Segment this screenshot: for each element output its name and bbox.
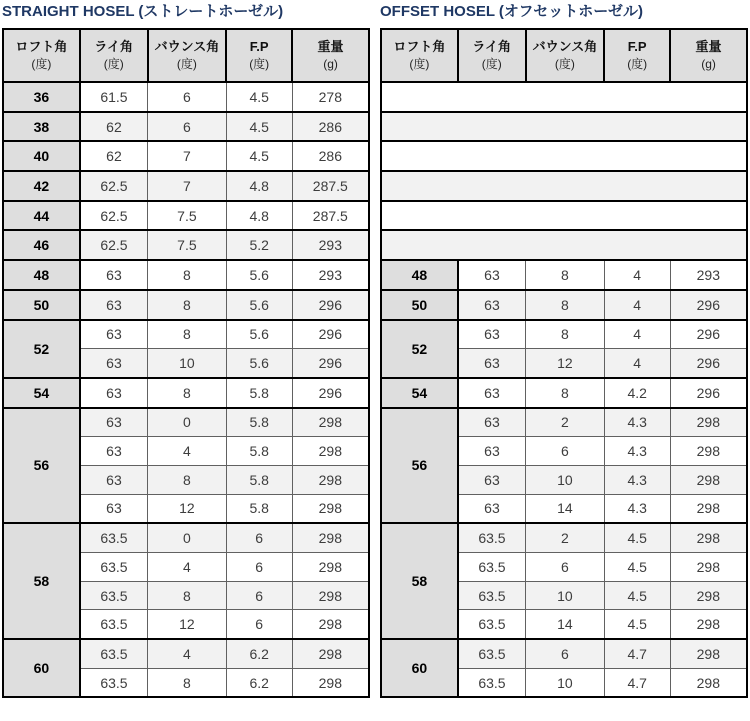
column-label: バウンス角 (154, 39, 220, 54)
data-cell: 6 (526, 639, 605, 668)
loft-cell: 54 (381, 378, 458, 408)
data-cell: 12 (148, 610, 227, 639)
data-cell: 63 (458, 349, 526, 378)
data-cell: 63 (80, 260, 148, 290)
data-cell: 62.5 (80, 230, 148, 260)
data-cell: 62.5 (80, 201, 148, 231)
empty-cell (381, 141, 747, 171)
data-cell: 63 (458, 408, 526, 437)
column-unit: (度) (627, 57, 648, 71)
table-row (3, 141, 369, 171)
loft-cell: 44 (3, 201, 80, 231)
data-cell: 63 (80, 465, 148, 494)
column-header (292, 29, 369, 82)
data-cell: 4.5 (226, 112, 292, 142)
data-cell: 14 (526, 610, 605, 639)
data-cell: 298 (670, 494, 747, 523)
loft-cell: 46 (3, 230, 80, 260)
table-row (3, 171, 369, 201)
data-cell: 63.5 (458, 523, 526, 552)
data-cell: 8 (148, 668, 227, 697)
table-row (381, 378, 747, 408)
column-label: ライ角 (472, 39, 512, 54)
straight-hosel-title: STRAIGHT HOSEL (ストレートホーゼル) (2, 3, 284, 20)
column-header (526, 29, 605, 82)
data-cell: 293 (292, 260, 369, 290)
data-cell: 293 (292, 230, 369, 260)
column-unit: (度) (103, 57, 124, 71)
data-cell: 6.2 (226, 668, 292, 697)
data-cell: 298 (292, 523, 369, 552)
data-cell: 298 (292, 437, 369, 466)
data-cell: 63.5 (80, 581, 148, 610)
data-cell: 7.5 (148, 201, 227, 231)
data-cell: 4.3 (604, 408, 670, 437)
loft-cell: 60 (381, 639, 458, 697)
data-cell: 0 (148, 523, 227, 552)
data-cell: 4.7 (604, 639, 670, 668)
data-cell: 63 (458, 465, 526, 494)
column-header (381, 29, 458, 82)
data-cell: 63 (458, 494, 526, 523)
data-cell: 298 (670, 523, 747, 552)
data-cell: 63.5 (80, 639, 148, 668)
offset-hosel-table (380, 28, 748, 698)
header-row (381, 29, 747, 82)
loft-cell: 38 (3, 112, 80, 142)
table-row (3, 378, 369, 408)
data-cell: 4 (148, 437, 227, 466)
data-cell: 63.5 (80, 610, 148, 639)
column-unit: (度) (249, 57, 270, 71)
loft-cell: 52 (3, 320, 80, 378)
data-cell: 8 (526, 260, 605, 290)
data-cell: 63 (458, 320, 526, 349)
empty-cell (381, 201, 747, 231)
data-cell: 4.2 (604, 378, 670, 408)
data-cell: 63 (80, 290, 148, 320)
offset-hosel-section (380, 3, 748, 718)
table-row (3, 112, 369, 142)
data-cell: 4.8 (226, 201, 292, 231)
loft-cell: 56 (381, 408, 458, 524)
data-cell: 293 (670, 260, 747, 290)
empty-cell (381, 112, 747, 142)
table-row (3, 290, 369, 320)
data-cell: 12 (148, 494, 227, 523)
loft-cell: 48 (3, 260, 80, 290)
data-cell: 63 (80, 349, 148, 378)
loft-cell: 58 (3, 523, 80, 639)
data-cell: 4.5 (604, 610, 670, 639)
data-cell: 286 (292, 141, 369, 171)
table-row (3, 408, 369, 437)
straight-hosel-section (2, 3, 370, 718)
column-label: F.P (627, 39, 647, 54)
data-cell: 2 (526, 523, 605, 552)
data-cell: 296 (670, 378, 747, 408)
table-row (381, 639, 747, 668)
loft-cell: 60 (3, 639, 80, 697)
data-cell: 4.5 (604, 523, 670, 552)
data-cell: 5.6 (226, 290, 292, 320)
data-cell: 287.5 (292, 201, 369, 231)
data-cell: 4.3 (604, 494, 670, 523)
data-cell: 298 (292, 639, 369, 668)
data-cell: 8 (526, 320, 605, 349)
data-cell: 63.5 (458, 610, 526, 639)
column-label: ライ角 (94, 39, 134, 54)
empty-cell (381, 230, 747, 260)
data-cell: 4.5 (226, 82, 292, 112)
data-cell: 298 (670, 581, 747, 610)
data-cell: 298 (292, 581, 369, 610)
data-cell: 61.5 (80, 82, 148, 112)
data-cell: 63.5 (80, 523, 148, 552)
data-cell: 0 (148, 408, 227, 437)
column-label: ロフト角 (393, 39, 446, 54)
column-label: 重量 (695, 39, 722, 54)
data-cell: 298 (670, 668, 747, 697)
data-cell: 63 (458, 290, 526, 320)
column-unit: (度) (176, 57, 197, 71)
column-unit: (度) (409, 57, 430, 71)
loft-cell: 50 (3, 290, 80, 320)
data-cell: 8 (148, 465, 227, 494)
data-cell: 7 (148, 171, 227, 201)
data-cell: 298 (670, 639, 747, 668)
data-cell: 62.5 (80, 171, 148, 201)
data-cell: 4 (604, 290, 670, 320)
data-cell: 8 (148, 290, 227, 320)
data-cell: 298 (292, 553, 369, 582)
data-cell: 63.5 (458, 553, 526, 582)
data-cell: 62 (80, 112, 148, 142)
data-cell: 63.5 (80, 553, 148, 582)
column-header (458, 29, 526, 82)
data-cell: 4.7 (604, 668, 670, 697)
data-cell: 298 (670, 553, 747, 582)
empty-cell (381, 171, 747, 201)
empty-row (381, 112, 747, 142)
data-cell: 5.6 (226, 320, 292, 349)
data-cell: 8 (148, 260, 227, 290)
data-cell: 2 (526, 408, 605, 437)
data-cell: 298 (292, 465, 369, 494)
column-unit: (g) (701, 57, 716, 71)
data-cell: 63 (458, 378, 526, 408)
data-cell: 7.5 (148, 230, 227, 260)
data-cell: 6 (526, 553, 605, 582)
table-row (3, 230, 369, 260)
empty-row (381, 82, 747, 112)
column-header (3, 29, 80, 82)
data-cell: 8 (148, 581, 227, 610)
loft-cell: 58 (381, 523, 458, 639)
data-cell: 10 (526, 581, 605, 610)
data-cell: 14 (526, 494, 605, 523)
loft-cell: 52 (381, 320, 458, 378)
data-cell: 6 (526, 437, 605, 466)
data-cell: 6 (226, 610, 292, 639)
loft-cell: 42 (3, 171, 80, 201)
data-cell: 298 (292, 408, 369, 437)
data-cell: 63.5 (458, 639, 526, 668)
data-cell: 4 (148, 639, 227, 668)
data-cell: 4.5 (604, 553, 670, 582)
data-cell: 63 (80, 494, 148, 523)
column-unit: (度) (554, 57, 575, 71)
table-row (381, 408, 747, 437)
data-cell: 5.8 (226, 494, 292, 523)
column-header (604, 29, 670, 82)
data-cell: 6 (226, 581, 292, 610)
data-cell: 4 (148, 553, 227, 582)
column-label: ロフト角 (15, 39, 68, 54)
data-cell: 278 (292, 82, 369, 112)
data-cell: 4.3 (604, 437, 670, 466)
data-cell: 12 (526, 349, 605, 378)
data-cell: 6 (148, 112, 227, 142)
data-cell: 298 (292, 668, 369, 697)
offset-hosel-title: OFFSET HOSEL (オフセットホーゼル) (380, 3, 643, 20)
straight-hosel-table (2, 28, 370, 698)
data-cell: 6 (226, 523, 292, 552)
loft-cell: 54 (3, 378, 80, 408)
data-cell: 6.2 (226, 639, 292, 668)
data-cell: 5.6 (226, 260, 292, 290)
data-cell: 4.3 (604, 465, 670, 494)
data-cell: 63 (80, 378, 148, 408)
data-cell: 63 (80, 408, 148, 437)
data-cell: 8 (148, 378, 227, 408)
table-row (3, 639, 369, 668)
data-cell: 10 (526, 668, 605, 697)
column-header (80, 29, 148, 82)
data-cell: 286 (292, 112, 369, 142)
data-cell: 298 (670, 437, 747, 466)
data-cell: 298 (670, 610, 747, 639)
table-row (381, 260, 747, 290)
column-header (670, 29, 747, 82)
data-cell: 298 (292, 610, 369, 639)
column-unit: (度) (31, 57, 52, 71)
column-label: F.P (249, 39, 269, 54)
data-cell: 4 (604, 320, 670, 349)
column-header (148, 29, 227, 82)
empty-row (381, 141, 747, 171)
loft-cell: 56 (3, 408, 80, 524)
data-cell: 4 (604, 349, 670, 378)
data-cell: 63.5 (80, 668, 148, 697)
data-cell: 8 (526, 378, 605, 408)
table-row (3, 260, 369, 290)
empty-cell (381, 82, 747, 112)
data-cell: 5.6 (226, 349, 292, 378)
data-cell: 63.5 (458, 581, 526, 610)
data-cell: 296 (670, 349, 747, 378)
data-cell: 6 (226, 553, 292, 582)
data-cell: 4.8 (226, 171, 292, 201)
loft-cell: 50 (381, 290, 458, 320)
column-unit: (g) (323, 57, 338, 71)
data-cell: 7 (148, 141, 227, 171)
table-row (381, 290, 747, 320)
data-cell: 63 (80, 437, 148, 466)
data-cell: 5.8 (226, 437, 292, 466)
table-row (3, 523, 369, 552)
data-cell: 298 (670, 408, 747, 437)
column-header (226, 29, 292, 82)
column-unit: (度) (481, 57, 502, 71)
data-cell: 4 (604, 260, 670, 290)
data-cell: 63 (80, 320, 148, 349)
empty-row (381, 201, 747, 231)
empty-row (381, 171, 747, 201)
loft-cell: 48 (381, 260, 458, 290)
data-cell: 298 (292, 494, 369, 523)
data-cell: 63 (458, 437, 526, 466)
data-cell: 5.8 (226, 408, 292, 437)
table-row (381, 523, 747, 552)
data-cell: 4.5 (226, 141, 292, 171)
empty-row (381, 230, 747, 260)
table-row (3, 320, 369, 349)
data-cell: 10 (526, 465, 605, 494)
data-cell: 287.5 (292, 171, 369, 201)
header-row (3, 29, 369, 82)
data-cell: 63 (458, 260, 526, 290)
data-cell: 296 (292, 349, 369, 378)
data-cell: 4.5 (604, 581, 670, 610)
data-cell: 62 (80, 141, 148, 171)
data-cell: 5.8 (226, 465, 292, 494)
table-row (381, 320, 747, 349)
loft-cell: 36 (3, 82, 80, 112)
data-cell: 8 (148, 320, 227, 349)
data-cell: 5.2 (226, 230, 292, 260)
table-row (3, 201, 369, 231)
data-cell: 296 (670, 320, 747, 349)
data-cell: 296 (670, 290, 747, 320)
column-label: バウンス角 (532, 39, 598, 54)
data-cell: 6 (148, 82, 227, 112)
data-cell: 10 (148, 349, 227, 378)
data-cell: 296 (292, 320, 369, 349)
loft-cell: 40 (3, 141, 80, 171)
data-cell: 63.5 (458, 668, 526, 697)
data-cell: 298 (670, 465, 747, 494)
data-cell: 296 (292, 378, 369, 408)
data-cell: 5.8 (226, 378, 292, 408)
column-label: 重量 (317, 39, 344, 54)
data-cell: 8 (526, 290, 605, 320)
data-cell: 296 (292, 290, 369, 320)
table-row (3, 82, 369, 112)
